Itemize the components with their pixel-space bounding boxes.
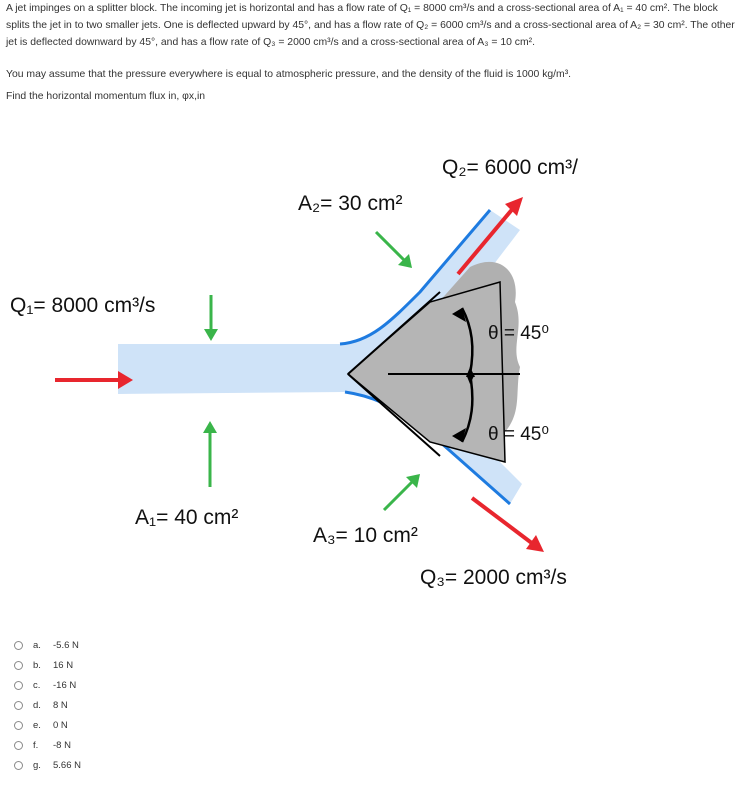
option-letter: g.: [33, 759, 41, 771]
radio-button[interactable]: [14, 761, 23, 770]
option-value: 0 N: [53, 719, 68, 731]
label-q1: Q₁= 8000 cm³/s: [10, 294, 156, 317]
radio-button[interactable]: [14, 721, 23, 730]
area-arrow-a1-bottom-head: [203, 421, 217, 433]
label-q3: Q₃= 2000 cm³/s: [420, 566, 567, 589]
option-value: 16 N: [53, 659, 74, 671]
question-text: A jet impinges on a splitter block. The incoming jet is horizontal and has a flow rate of Q₁ = 8000 cm³/s and a cross-sectional area of A₁ = 40 cm². The block splits the jet in to two smaller jets. One is deflected upward by 45°, and has a flow rate of Q₂ = 6000 cm³/s and a cross-sectional area of A₂ = 30 cm². The other jet is deflected downward by 45°, and has a flow rate of Q₃ = 2000 cm³/s and a cross-sectional area of A₃ = 10 cm².: [6, 3, 735, 48]
option-value: -16 N: [53, 679, 77, 691]
option-c[interactable]: [14, 676, 76, 694]
option-value: 5.66 N: [53, 759, 81, 771]
assumption-text: You may assume that the pressure everywhere is equal to atmospheric pressure, and the density of the fluid is 1000 kg/m³.: [6, 69, 572, 80]
option-a[interactable]: [14, 636, 79, 654]
radio-button[interactable]: [14, 701, 23, 710]
prompt-text: Find the horizontal momentum flux in, φx,in: [6, 91, 206, 102]
option-f[interactable]: [14, 736, 71, 754]
option-letter: b.: [33, 659, 41, 671]
radio-button[interactable]: [14, 641, 23, 650]
option-letter: f.: [33, 739, 39, 751]
label-a2: A₂= 30 cm²: [298, 192, 403, 215]
radio-button[interactable]: [14, 681, 23, 690]
option-b[interactable]: [14, 656, 73, 674]
flow-arrow-down: [472, 498, 533, 544]
area-arrow-a2: [376, 232, 406, 262]
option-letter: c.: [33, 679, 41, 691]
option-value: -5.6 N: [53, 639, 79, 651]
option-g[interactable]: [14, 756, 81, 774]
option-value: -8 N: [53, 739, 71, 751]
option-value: 8 N: [53, 699, 68, 711]
option-letter: e.: [33, 719, 41, 731]
radio-button[interactable]: [14, 741, 23, 750]
area-arrow-a3: [384, 480, 414, 510]
option-e[interactable]: [14, 716, 68, 734]
label-q2: Q₂= 6000 cm³/: [442, 156, 578, 179]
label-a3: A₃= 10 cm²: [313, 524, 418, 547]
flow-arrow-down-head: [526, 535, 544, 552]
splitter-block: [348, 282, 505, 462]
option-letter: a.: [33, 639, 41, 651]
label-a1: A₁= 40 cm²: [135, 506, 239, 529]
label-theta-top: θ = 45⁰: [488, 323, 549, 344]
splitter-figure: [0, 112, 595, 620]
label-theta-bottom: θ = 45⁰: [488, 424, 549, 445]
option-d[interactable]: [14, 696, 68, 714]
option-letter: d.: [33, 699, 41, 711]
area-arrow-a1-top-head: [204, 329, 218, 341]
radio-button[interactable]: [14, 661, 23, 670]
